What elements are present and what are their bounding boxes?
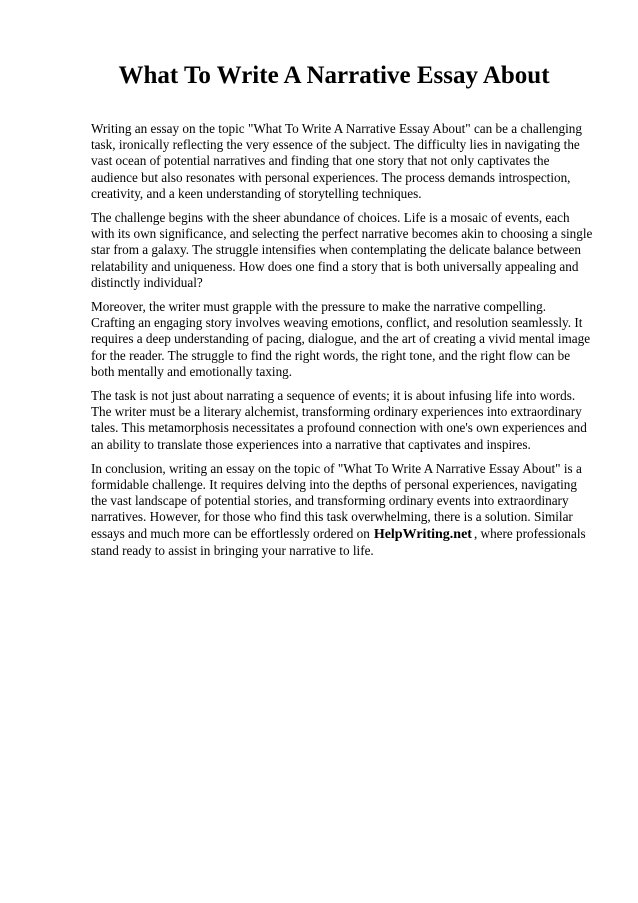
document-body [91,121,593,567]
conclusion-text-before-link: In conclusion, writing an essay on the topic of "What To Write A Narrative Essay About" is a formidable challenge. It requires delving into the depths of personal experiences, navigating the vast landscape of potential stories, and transforming ordinary events into extraordinary narratives. However, for those who find this task overwhelming, there is a solution. Similar essays and much more can be effortlessly ordered on [91,460,582,541]
paragraph-1: Writing an essay on the topic "What To Write A Narrative Essay About" can be a challenging task, ironically reflecting the very essence of the subject. The difficulty lies in navigating the vast ocean of potential narratives and finding that one story that not only captivates the audience but also resonates with personal experiences. The process demands introspection, creativity, and a keen understanding of storytelling techniques. [91,121,582,201]
document-title: What To Write A Narrative Essay About [118,62,550,89]
conclusion-paragraph [91,461,593,559]
paragraph-2: The challenge begins with the sheer abundance of choices. Life is a mosaic of events, each with its own significance, and selecting the perfect narrative becomes akin to choosing a single star from a galaxy. The struggle intensifies when contemplating the delicate balance between relatability and uniqueness. How does one find a story that is both universally appealing and distinctly individual? [91,210,593,290]
paragraph-3: Moreover, the writer must grapple with the pressure to make the narrative compelling. Crafting an engaging story involves weaving emotions, conflict, and resolution seamlessly. It requires a deep understanding of pacing, dialogue, and the art of creating a vivid mental image for the reader. The struggle to find the right words, the right tone, and the right flow can be both mentally and emotionally taxing. [91,299,591,379]
helpwriting-link[interactable]: HelpWriting.net [373,526,472,542]
paragraph-4: The task is not just about narrating a sequence of events; it is about infusing life into words. The writer must be a literary alchemist, transforming ordinary experiences into extraordinary tales. This metamorphosis necessitates a profound connection with one's own experiences and an ability to translate those experiences into a narrative that captivates and inspires. [91,388,587,452]
conclusion-text-after-link: , where professionals stand ready to assist in bringing your narrative to life. [91,525,586,558]
